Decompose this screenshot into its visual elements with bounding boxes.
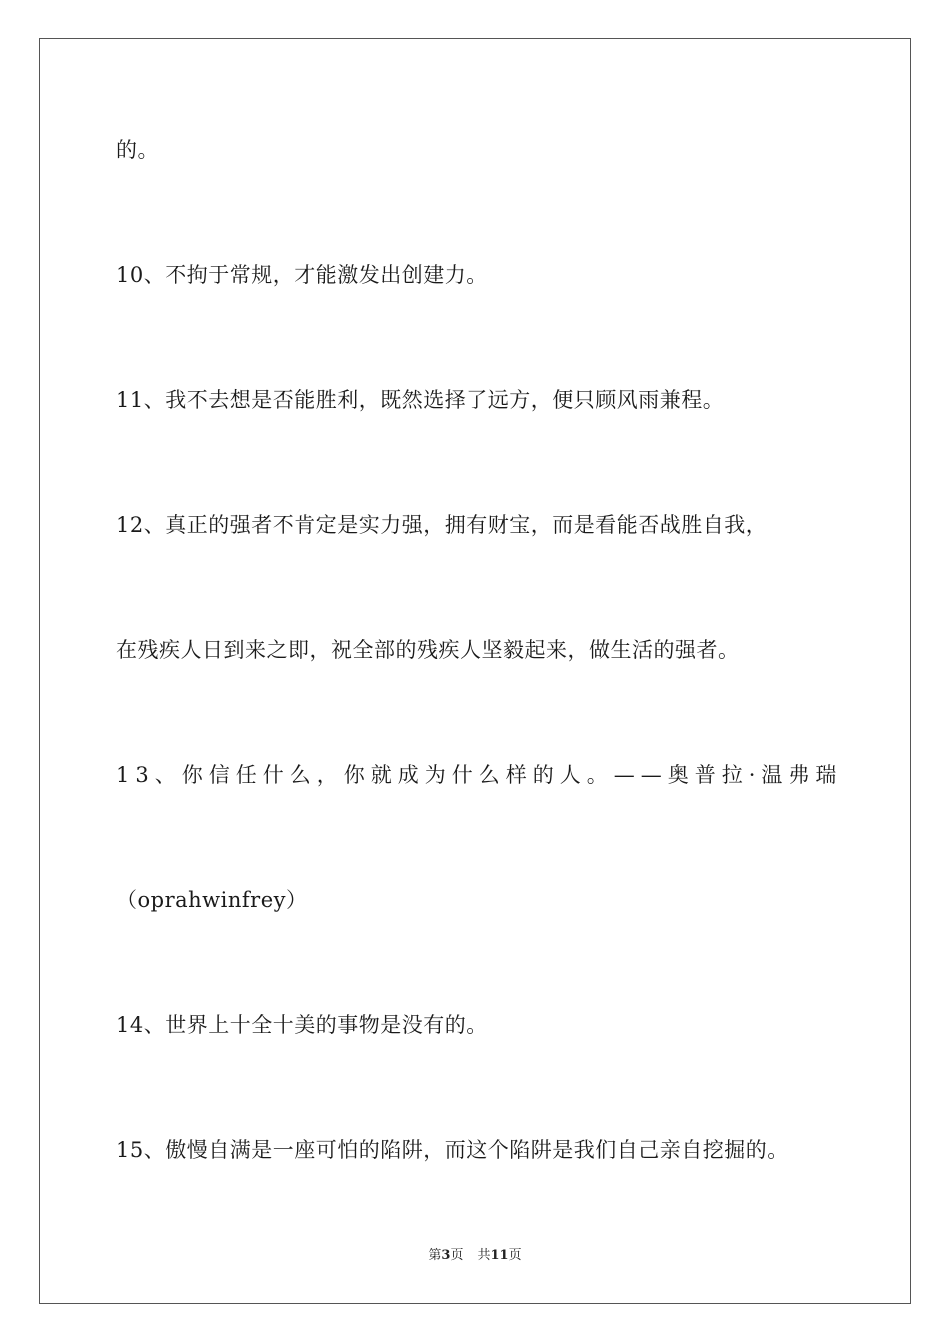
text-line-7: （oprahwinfrey） [116, 888, 308, 912]
page-prefix: 第 [428, 1248, 442, 1263]
page-suffix: 页 [450, 1248, 464, 1263]
text-line-5: 在残疾人日到来之即，祝全部的残疾人坚毅起来，做生活的强者。 [116, 638, 740, 662]
page-number: 3 [441, 1248, 451, 1263]
text-line-2: 10、不拘于常规，才能激发出创建力。 [116, 263, 488, 287]
text-line-9: 15、傲慢自满是一座可怕的陷阱，而这个陷阱是我们自己亲自挖掘的。 [116, 1138, 789, 1162]
text-line-1: 的。 [116, 138, 159, 162]
text-line-4: 12、真正的强者不肯定是实力强，拥有财宝，而是看能否战胜自我， [116, 513, 768, 537]
page-footer [0, 1247, 950, 1265]
total-suffix: 页 [508, 1248, 522, 1263]
page-frame [39, 38, 911, 1304]
text-line-8: 14、世界上十全十美的事物是没有的。 [116, 1013, 488, 1037]
total-prefix: 共 [477, 1248, 491, 1263]
text-line-6: 13、你信任什么，你就成为什么样的人。——奥普拉·温弗瑞 [116, 763, 843, 787]
text-line-3: 11、我不去想是否能胜利，既然选择了远方，便只顾风雨兼程。 [116, 388, 725, 412]
total-pages: 11 [490, 1248, 509, 1263]
